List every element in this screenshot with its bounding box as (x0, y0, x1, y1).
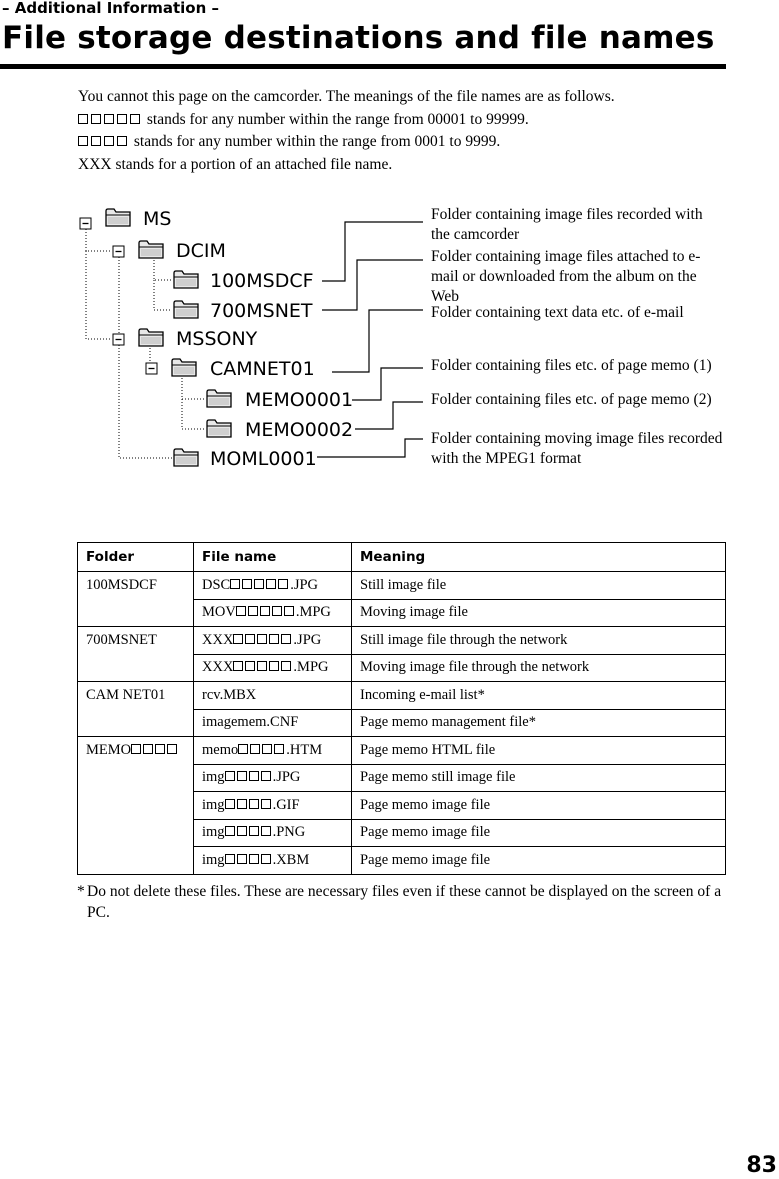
collapse-camnet01-icon (146, 363, 157, 374)
file-name-cell: DSC .JPG (194, 572, 352, 600)
tree-label-ms: MS (143, 208, 172, 230)
file-name-cell: XXX .MPG (194, 654, 352, 682)
digit-placeholder-box (233, 634, 243, 644)
callout-page-memo-2: Folder containing files etc. of page memo (2) (431, 391, 712, 408)
title-rule (0, 64, 726, 69)
table-header-row (78, 543, 726, 572)
table-row (78, 572, 726, 600)
tree-label-mssony: MSSONY (176, 328, 258, 350)
meaning-cell: Page memo management file* (352, 709, 726, 737)
tree-label-camnet01: CAMNET01 (210, 358, 315, 380)
tree-label-100msdcf: 100MSDCF (210, 270, 314, 292)
digit-placeholder-box (249, 826, 259, 836)
callout-email-web-images: Folder containing image files attached to e-mail or downloaded from the album on the Web (431, 248, 701, 305)
file-name-cell: rcv.MBX (194, 682, 352, 710)
collapse-mssony-icon (113, 334, 124, 345)
digit-placeholder-box (230, 579, 240, 589)
digit-placeholder-box (237, 854, 247, 864)
digit-placeholder-box (248, 606, 258, 616)
folder-icon-100msdcf (174, 271, 198, 288)
intro-line-4: XXX stands for a portion of an attached file name. (78, 155, 393, 173)
digit-placeholder-box (249, 799, 259, 809)
digit-placeholder-box (278, 579, 288, 589)
meaning-cell: Page memo HTML file (352, 737, 726, 765)
table-row (78, 737, 726, 765)
digit-placeholder-box (281, 634, 291, 644)
callout-mpeg1-movies: Folder containing moving image files recorded with the MPEG1 format (431, 430, 723, 467)
meaning-cell: Incoming e-mail list* (352, 682, 726, 710)
digit-placeholder-box (261, 854, 271, 864)
folder-cell: MEMO (78, 737, 194, 875)
digit-placeholder-box (233, 661, 243, 671)
folder-icon-memo0001 (207, 390, 231, 407)
meaning-cell: Moving image file (352, 599, 726, 627)
section-label: – Additional Information – (2, 0, 219, 17)
digit-placeholder-box (269, 634, 279, 644)
tree-label-memo0001: MEMO0001 (245, 389, 354, 411)
digit-placeholder-box (236, 606, 246, 616)
meaning-cell: Moving image file through the network (352, 654, 726, 682)
tree-label-700msnet: 700MSNET (210, 300, 313, 322)
file-name-cell: MOV .MPG (194, 599, 352, 627)
digit-placeholder-box (261, 771, 271, 781)
digit-placeholder-box (237, 771, 247, 781)
digit-placeholder-box (245, 634, 255, 644)
tree-label-memo0002: MEMO0002 (245, 419, 354, 441)
callout-page-memo-1: Folder containing files etc. of page memo (1) (431, 357, 712, 374)
folder-icon-dcim (139, 241, 163, 258)
file-name-cell: memo .HTM (194, 737, 352, 765)
digit-placeholder-box (260, 606, 270, 616)
header-file-name: File name (194, 543, 352, 572)
folder-icon-camnet01 (172, 359, 196, 376)
file-name-cell: img .XBM (194, 847, 352, 875)
digit-placeholder-box (167, 744, 177, 754)
meaning-cell: Still image file through the network (352, 627, 726, 655)
digit-placeholder-box (261, 799, 271, 809)
folder-icon-700msnet (174, 301, 198, 318)
meaning-cell: Still image file (352, 572, 726, 600)
page-title: File storage destinations and file names (2, 20, 715, 56)
digit-placeholder-box (257, 661, 267, 671)
digit-placeholder-box (225, 826, 235, 836)
digit-placeholder-box (250, 744, 260, 754)
digit-placeholder-box (257, 634, 267, 644)
digit-placeholder-box (225, 771, 235, 781)
digit-placeholder-box (269, 661, 279, 671)
digit-placeholder-box (284, 606, 294, 616)
meaning-cell: Page memo image file (352, 847, 726, 875)
intro-text (78, 86, 615, 176)
file-names-table (77, 542, 726, 875)
digit-placeholder-box (237, 799, 247, 809)
header-folder: Folder (78, 543, 194, 572)
collapse-dcim-icon (113, 246, 124, 257)
digit-placeholder-box (274, 744, 284, 754)
digit-placeholder-box (238, 744, 248, 754)
footnote (77, 881, 727, 923)
tree-label-dcim: DCIM (176, 240, 226, 262)
digit-placeholder-box (261, 826, 271, 836)
header-meaning: Meaning (352, 543, 726, 572)
digit-placeholder-box (155, 744, 165, 754)
digit-placeholder-box (249, 771, 259, 781)
file-name-cell: img .PNG (194, 819, 352, 847)
digit-placeholder-box (262, 744, 272, 754)
meaning-cell: Page memo image file (352, 792, 726, 820)
digit-placeholder-box (131, 744, 141, 754)
meaning-cell: Page memo still image file (352, 764, 726, 792)
digit-placeholder-box (225, 799, 235, 809)
digit-placeholder-box (249, 854, 259, 864)
digit-placeholder-box (281, 661, 291, 671)
intro-line-2: stands for any number within the range from 00001 to 99999. (78, 109, 615, 132)
footnote-marker: * (77, 883, 85, 900)
collapse-ms-icon (80, 218, 91, 229)
tree-label-moml0001: MOML0001 (210, 448, 317, 470)
digit-placeholder-box (254, 579, 264, 589)
folder-icon-moml0001 (174, 449, 198, 466)
file-name-cell: img .GIF (194, 792, 352, 820)
page-number: 83 (746, 1153, 777, 1178)
digit-placeholder-box (272, 606, 282, 616)
file-name-cell: imagemem.CNF (194, 709, 352, 737)
digit-placeholder-box (143, 744, 153, 754)
table-row (78, 682, 726, 710)
folder-icon-memo0002 (207, 420, 231, 437)
digit-placeholder-box (225, 854, 235, 864)
digit-placeholder-box (266, 579, 276, 589)
table-row (78, 627, 726, 655)
footnote-text: Do not delete these files. These are necessary files even if these cannot be displayed on the screen of a PC. (87, 883, 722, 921)
callout-camcorder-images: Folder containing image files recorded with the camcorder (431, 206, 703, 243)
file-name-cell: img .JPG (194, 764, 352, 792)
callout-email-text: Folder containing text data etc. of e-mail (431, 304, 684, 321)
folder-cell: CAM NET01 (78, 682, 194, 737)
digit-placeholder-box (245, 661, 255, 671)
intro-line-3: stands for any number within the range from 0001 to 9999. (78, 131, 615, 154)
meaning-cell: Page memo image file (352, 819, 726, 847)
folder-cell: 700MSNET (78, 627, 194, 682)
folder-cell: 100MSDCF (78, 572, 194, 627)
intro-line-1: You cannot this page on the camcorder. The meanings of the file names are as follows. (78, 88, 615, 105)
file-name-cell: XXX .JPG (194, 627, 352, 655)
folder-icon-mssony (139, 329, 163, 346)
digit-placeholder-box (237, 826, 247, 836)
digit-placeholder-box (242, 579, 252, 589)
folder-icon-ms (106, 209, 130, 226)
